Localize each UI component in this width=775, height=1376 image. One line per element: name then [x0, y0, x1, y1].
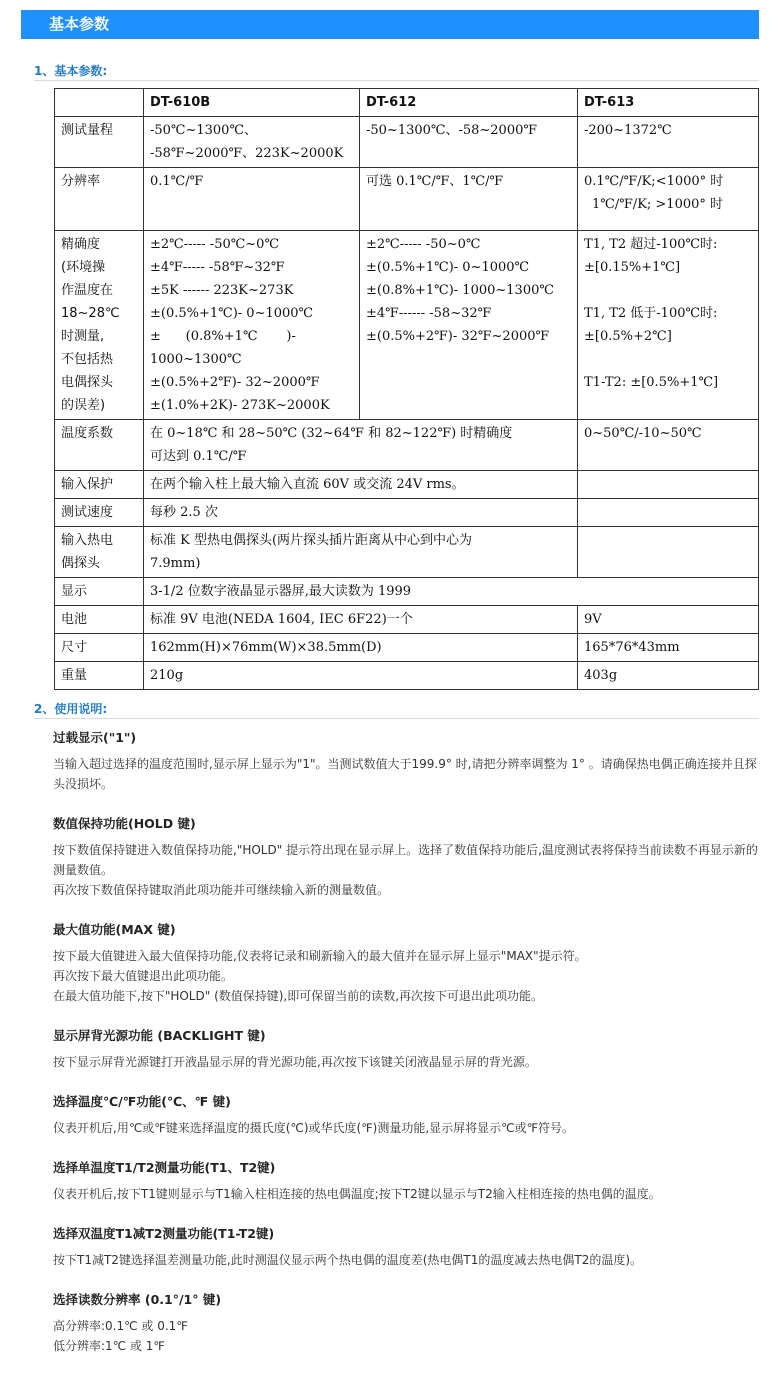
usage-item-backlight — [53, 1026, 763, 1072]
usage-item-title: 选择双温度T1减T2测量功能(T1-T2键) — [53, 1226, 275, 1241]
cell-line: 0.1℃/℉/K;<1000° 时 — [584, 174, 724, 189]
spec-table — [54, 88, 759, 690]
cell-line: 可达到 0.1℃/℉ — [150, 449, 247, 464]
cell-line: 标准 9V 电池(NEDA 1604, IEC 6F22)一个 — [150, 612, 413, 627]
row-label-accuracy — [55, 231, 144, 420]
usage-item-text: 按下数值保持键进入数值保持功能,"HOLD" 提示符出现在显示屏上。选择了数值保持功能后,温度测试表将保持当前读数不再显示新的测量数值。 — [53, 843, 758, 877]
cell-line: 162mm(H)×76mm(W)×38.5mm(D) — [150, 640, 382, 655]
cell-line: ±[0.5%+2℃] — [584, 329, 672, 344]
cell-probe-dt610b-dt612 — [144, 527, 578, 578]
table-row-accuracy — [55, 231, 759, 420]
cell-range-dt610b — [144, 117, 360, 168]
usage-item-resolution — [53, 1290, 763, 1356]
cell-line: T1, T2 超过-100℃时: — [584, 237, 718, 252]
cell-range-dt613 — [578, 117, 759, 168]
cell-input-protect-dt613 — [578, 471, 759, 499]
cell-line: ±4℉----- -58℉~32℉ — [150, 260, 285, 275]
row-label-display: 显示 — [55, 578, 144, 606]
cell-accuracy-dt610b — [144, 231, 360, 420]
usage-item-text: 按下最大值键进入最大值保持功能,仪表将记录和刷新输入的最大值并在显示屏上显示"MAX"提示符。 — [53, 949, 587, 963]
cell-accuracy-dt612 — [360, 231, 578, 420]
page-header-bar — [21, 10, 759, 39]
usage-item-overload — [53, 728, 763, 794]
row-label-temp-coef: 温度系数 — [55, 420, 144, 471]
table-row-battery — [55, 606, 759, 634]
label-line: 电偶探头 — [61, 375, 114, 390]
usage-item-title: 显示屏背光源功能 (BACKLIGHT 键) — [53, 1028, 266, 1043]
row-label-size: 尺寸 — [55, 634, 144, 662]
page-header-title: 基本参数 — [49, 15, 110, 33]
cell-weight-dt613: 403g — [578, 662, 759, 690]
usage-item-text: 仪表开机后,用℃或℉键来选择温度的摄氏度(℃)或华氏度(℉)测量功能,显示屏将显示℃或℉符号。 — [53, 1121, 575, 1135]
row-label-probe — [55, 527, 144, 578]
cell-line: 0~50℃/-10~50℃ — [584, 426, 702, 441]
section-divider — [34, 80, 759, 81]
cell-line: ± (0.8%+1℃ )- — [150, 329, 296, 344]
cell-speed-dt610b-dt612 — [144, 499, 578, 527]
row-label-speed: 测试速度 — [55, 499, 144, 527]
cell-line: 1℃/℉/K; >1000° 时 — [592, 197, 724, 212]
usage-item-text: 高分辨率:0.1℃ 或 0.1℉ — [53, 1319, 188, 1333]
usage-item-title: 数值保持功能(HOLD 键) — [53, 816, 196, 831]
cell-line: ±4℉------ -58~32℉ — [366, 306, 492, 321]
usage-item-unit — [53, 1092, 763, 1138]
table-header-dt610b: DT-610B — [144, 89, 360, 117]
cell-input-protect-dt610b-dt612 — [144, 471, 578, 499]
table-row-weight — [55, 662, 759, 690]
cell-line — [584, 279, 752, 302]
cell-resolution-dt613 — [578, 168, 759, 231]
cell-probe-dt613 — [578, 527, 759, 578]
cell-line: T1-T2: ±[0.5%+1℃] — [584, 375, 719, 390]
usage-item-title: 选择温度℃/℉功能(℃、℉ 键) — [53, 1094, 231, 1109]
cell-accuracy-dt613 — [578, 231, 759, 420]
table-row-resolution — [55, 168, 759, 231]
label-line: 时测量, — [61, 329, 105, 344]
cell-line — [584, 348, 752, 371]
cell-line: ±(0.5%+2℉)- 32~2000℉ — [150, 375, 320, 390]
cell-line: 7.9mm) — [150, 556, 201, 571]
table-row-size — [55, 634, 759, 662]
section-title-basic-params: 1、基本参数: — [34, 64, 108, 78]
label-line: 18~28℃ — [61, 306, 120, 321]
cell-line: ±(0.5%+1℃)- 0~1000℃ — [150, 306, 314, 321]
cell-line: -50℃~1300℃、 — [150, 123, 257, 138]
cell-line: ±(0.5%+1℃)- 0~1000℃ — [366, 260, 530, 275]
table-header-empty — [55, 89, 144, 117]
usage-item-title: 过载显示("1") — [53, 730, 137, 745]
label-line: 偶探头 — [61, 556, 101, 571]
usage-item-hold — [53, 814, 763, 900]
cell-line: ±5K ------ 223K~273K — [150, 283, 294, 298]
usage-item-text: 再次按下数值保持键取消此项功能并可继续输入新的测量数值。 — [53, 883, 390, 897]
cell-line: 可选 0.1℃/℉、1℃/℉ — [366, 174, 504, 189]
table-header-dt613: DT-613 — [578, 89, 759, 117]
cell-line: 0.1℃/℉ — [150, 174, 204, 189]
table-header-row — [55, 89, 759, 117]
usage-item-text: 低分辨率:1℃ 或 1℉ — [53, 1339, 165, 1353]
usage-item-text: 按下T1减T2键选择温差测量功能,此时测温仪显示两个热电偶的温度差(热电偶T1的温度减去热电偶T2的温度)。 — [53, 1253, 643, 1267]
table-row-display — [55, 578, 759, 606]
label-line: 作温度在 — [61, 283, 114, 298]
table-row-probe — [55, 527, 759, 578]
usage-item-text: 仪表开机后,按下T1键则显示与T1输入柱相连接的热电偶温度;按下T2键以显示与T2输入柱相连接的热电偶的温度。 — [53, 1187, 661, 1201]
usage-item-title: 选择单温度T1/T2测量功能(T1、T2键) — [53, 1160, 276, 1175]
cell-temp-coef-dt610b-dt612 — [144, 420, 578, 471]
label-line: 输入热电 — [61, 533, 114, 548]
table-row-temp-coef — [55, 420, 759, 471]
cell-weight-dt610b-dt612 — [144, 662, 578, 690]
cell-line: 1000~1300℃ — [150, 352, 242, 367]
cell-display-all: 3-1/2 位数字液晶显示器屏,最大读数为 1999 — [144, 578, 759, 606]
table-row-range — [55, 117, 759, 168]
cell-line: -58℉~2000℉、223K~2000K — [150, 146, 344, 161]
section-divider — [34, 718, 759, 719]
usage-item-title: 选择读数分辨率 (0.1°/1° 键) — [53, 1292, 222, 1307]
cell-line: ±(0.5%+2℉)- 32℉~2000℉ — [366, 329, 550, 344]
label-line: 的误差) — [61, 398, 106, 413]
cell-line: 标准 K 型热电偶探头(两片探头插片距离从中心到中心为 — [150, 533, 473, 548]
row-label-battery: 电池 — [55, 606, 144, 634]
cell-line: 在两个输入柱上最大输入直流 60V 或交流 24V rms。 — [150, 477, 465, 492]
row-label-resolution: 分辨率 — [55, 168, 144, 231]
usage-item-text: 在最大值功能下,按下"HOLD" (数值保持键),即可保留当前的读数,再次按下可退出此项功能。 — [53, 989, 544, 1003]
cell-battery-dt610b-dt612 — [144, 606, 578, 634]
cell-line: 210g — [150, 668, 184, 683]
usage-item-single-temp — [53, 1158, 763, 1204]
table-row-input-protect — [55, 471, 759, 499]
usage-item-text: 按下显示屏背光源键打开液晶显示屏的背光源功能,再次按下该键关闭液晶显示屏的背光源。 — [53, 1055, 537, 1069]
cell-line: T1, T2 低于-100℃时: — [584, 306, 718, 321]
cell-line: -50~1300℃、-58~2000℉ — [366, 123, 537, 138]
cell-size-dt613: 165*76*43mm — [578, 634, 759, 662]
usage-instructions — [53, 728, 763, 1376]
cell-line: ±2℃----- -50℃~0℃ — [150, 237, 279, 252]
cell-line: 每秒 2.5 次 — [150, 505, 218, 520]
row-label-weight: 重量 — [55, 662, 144, 690]
cell-line: 在 0~18℃ 和 28~50℃ (32~64℉ 和 82~122℉) 时精确度 — [150, 426, 513, 441]
cell-speed-dt613 — [578, 499, 759, 527]
cell-temp-coef-dt613 — [578, 420, 759, 471]
cell-resolution-dt610b — [144, 168, 360, 231]
cell-resolution-dt612 — [360, 168, 578, 231]
cell-line: -200~1372℃ — [584, 123, 672, 138]
usage-item-max — [53, 920, 763, 1006]
cell-size-dt610b-dt612 — [144, 634, 578, 662]
usage-item-text: 再次按下最大值键退出此项功能。 — [53, 969, 234, 983]
cell-line: ±(1.0%+2K)- 273K~2000K — [150, 398, 330, 413]
row-label-input-protect: 输入保护 — [55, 471, 144, 499]
usage-item-text: 当输入超过选择的温度范围时,显示屏上显示为"1"。当测试数值大于199.9° 时,请把分辨率调整为 1° 。请确保热电偶正确连接并且探头没损坏。 — [53, 757, 757, 791]
table-row-speed — [55, 499, 759, 527]
section-title-usage: 2、使用说明: — [34, 702, 108, 716]
cell-line: ±(0.8%+1℃)- 1000~1300℃ — [366, 283, 554, 298]
label-line: (环境操 — [61, 260, 106, 275]
usage-item-title: 最大值功能(MAX 键) — [53, 922, 176, 937]
cell-line: ±2℃----- -50~0℃ — [366, 237, 481, 252]
row-label-range: 测试量程 — [55, 117, 144, 168]
cell-line: ±[0.15%+1℃] — [584, 260, 681, 275]
label-line: 精确度 — [61, 237, 101, 252]
cell-battery-dt613: 9V — [578, 606, 759, 634]
table-header-dt612: DT-612 — [360, 89, 578, 117]
usage-item-dual-temp — [53, 1224, 763, 1270]
label-line: 不包括热 — [61, 352, 114, 367]
cell-range-dt612 — [360, 117, 578, 168]
